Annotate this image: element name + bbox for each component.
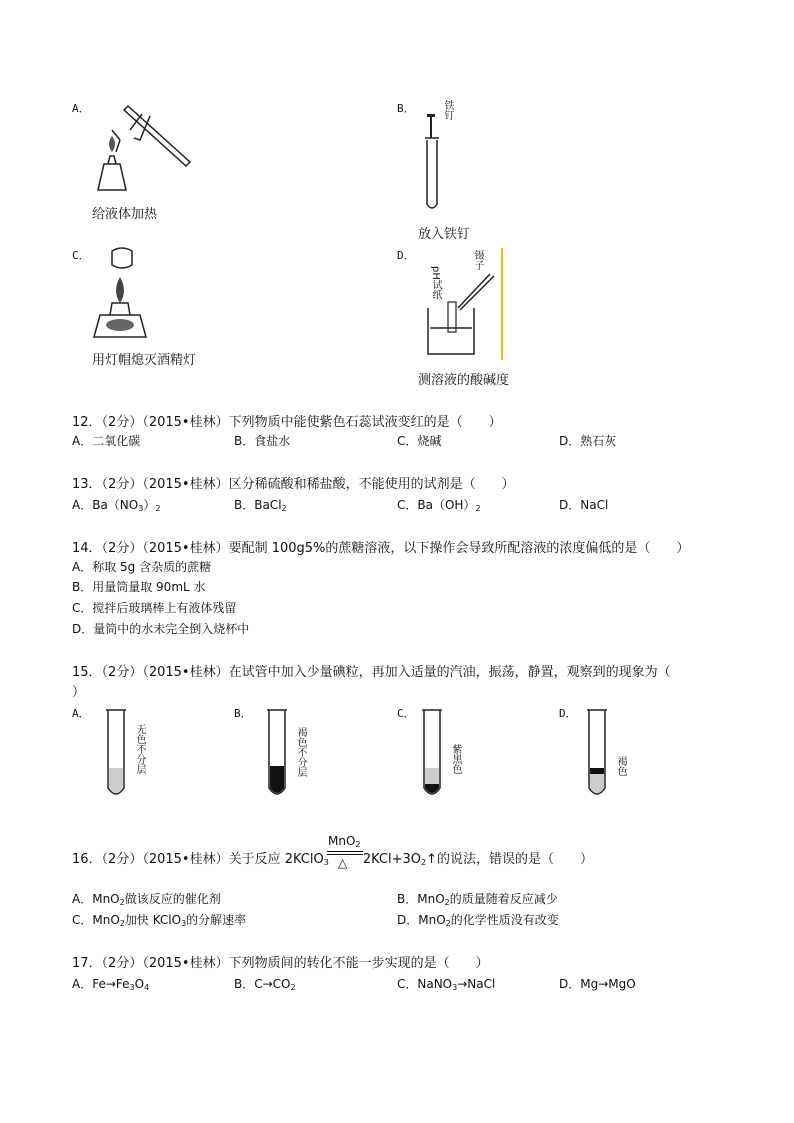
q12-stem: 12．（2分）（2015•桂林）下列物质中能使紫色石蕊试液变红的是（ ） [72,415,502,430]
reaction-arrow-line [327,851,363,852]
q16-option-c[interactable]: C．MnO$_2$加快 KClO$_3$的分解速率 [72,913,247,928]
q11-option-d-letter: D． [397,249,415,262]
q15-option-a-tag: 无色不分层 [134,724,145,774]
q15-option-d-tag: 褐色 [615,756,626,776]
ph-paper-tag: pH试纸 [430,266,441,300]
q14-option-c[interactable]: C．搅拌后玻璃棒上有液体残留 [72,601,237,615]
q14-option-b[interactable]: B．用量筒量取 90mL 水 [72,580,206,594]
q17-option-b[interactable]: B．$C\to CO_2$ [234,977,296,992]
heat-symbol: △ [338,856,348,870]
q15-option-d-letter[interactable]: D． [559,707,577,720]
test-tube-colorless-illustration [104,706,128,800]
heating-liquid-illustration [90,100,200,200]
q11-option-c-letter: C． [72,249,90,262]
tweezers-tag: 镊子 [472,250,483,270]
q13-option-c[interactable]: C．$Ba(OH)_2$ [397,498,481,513]
q13-option-d[interactable]: D．NaCl [559,498,609,512]
test-tube-brown-illustration [265,706,289,800]
q17-option-c[interactable]: C．NaNO$_3$→NaCl [397,977,496,992]
nail-tag: 铁钉 [442,100,453,120]
q12-option-d[interactable]: D．熟石灰 [559,434,617,448]
q15-stem-line1: 15．（2分）（2015•桂林）在试管中加入少量碘粒，再加入适量的汽油，振荡，静置，观察到的现象为（ [72,665,671,680]
q14-stem: 14．（2分）（2015•桂林）要配制 100g5%的蔗糖溶液，以下操作会导致所配溶液的浓度偏低的是（ ） [72,541,690,556]
catalyst-label: MnO$_2$ [328,834,361,849]
q16-option-a[interactable]: A．MnO$_2$做该反应的催化剂 [72,892,221,907]
test-tube-brown-layered-illustration [585,706,609,800]
q12-option-a[interactable]: A．二氧化碳 [72,434,141,448]
test-tube-purple-black-illustration [420,706,444,800]
q16-option-b[interactable]: B．MnO$_2$的质量随着反应减少 [397,892,558,907]
q11-option-b-caption: 放入铁钉 [418,227,471,242]
q16-stem: 16．（2分）（2015•桂林）关于反应 2KClO$_3$ $2KCl+3O_2↑$的说法，错误的是（ ） [72,852,593,867]
q11-option-d-caption: 测溶液的酸碱度 [418,373,510,388]
q11-option-c-caption: 用灯帽熄灭酒精灯 [92,353,197,368]
q15-stem-line2: ） [72,685,86,700]
ph-test-illustration [420,246,510,364]
q11-option-a-letter: A． [72,102,90,115]
q12-option-b[interactable]: B．食盐水 [234,434,291,448]
q16-option-d[interactable]: D．MnO$_2$的化学性质没有改变 [397,913,559,928]
q17-option-a[interactable]: A．$Fe\to Fe_3O_4$ [72,977,150,992]
q17-stem: 17．（2分）（2015•桂林）下列物质间的转化不能一步实现的是（ ） [72,956,489,971]
q15-option-c-tag: 紫黑色 [450,744,461,774]
q13-option-b[interactable]: B．BaCl$_2$ [234,498,287,513]
q15-option-a-letter[interactable]: A． [72,707,90,720]
q12-option-c[interactable]: C．烧碱 [397,434,442,448]
lamp-cap-extinguish-illustration [90,245,160,345]
q11-option-b-letter: B． [397,102,415,115]
q15-option-b-letter[interactable]: B． [234,707,252,720]
q13-option-a[interactable]: A．$Ba(NO_3)_2$ [72,498,161,513]
q15-option-b-tag: 褐色不分层 [295,727,306,777]
q14-option-d[interactable]: D．量筒中的水未完全倒入烧杯中 [72,622,250,636]
q17-option-d[interactable]: D．Mg→MgO [559,977,636,991]
q11-option-a-caption: 给液体加热 [92,207,158,222]
q13-stem: 13．（2分）（2015•桂林）区分稀硫酸和稀盐酸，不能使用的试剂是（ ） [72,477,515,492]
q14-option-a[interactable]: A．称取 5g 含杂质的蔗糖 [72,560,212,574]
reaction-arrow-line-2 [327,854,363,855]
q15-option-c-letter[interactable]: C． [397,707,415,720]
